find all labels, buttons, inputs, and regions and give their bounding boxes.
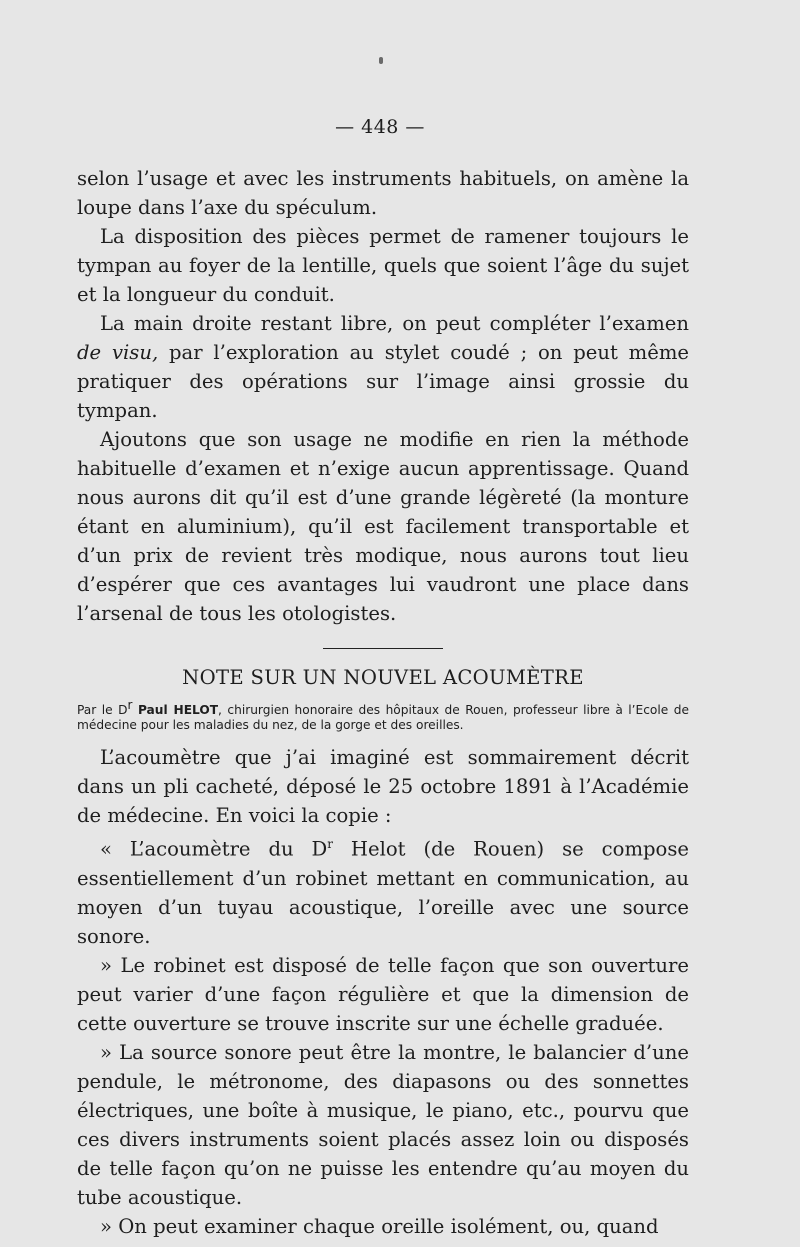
- paragraph-main-droite-start: La main droite restant libre, on peut compléter l’examen: [100, 312, 689, 335]
- section-divider: [323, 648, 443, 649]
- section-title: NOTE SUR UN NOUVEL ACOUMÈTRE: [182, 666, 584, 689]
- quote-1-sup: r: [327, 837, 333, 852]
- section-body: [77, 743, 689, 1241]
- ink-speck: [379, 57, 383, 64]
- italic-de-visu: de visu,: [77, 341, 159, 364]
- quote-paragraph-4: » On peut examiner chaque oreille isolément, ou, quand: [100, 1214, 659, 1238]
- quote-1-end: Helot (de Rouen) se compose essentiellement d’un robinet mettant en communication, au moyen d’un tuyau acoustique, l’oreille avec une source sonore.: [77, 837, 690, 948]
- byline-prefix: Par le D: [77, 703, 128, 718]
- quote-1-start: « L’acoumètre du D: [100, 837, 328, 861]
- byline-affiliation: , chirurgien honoraire des hôpitaux de Rouen, professeur libre à l’Ecole de médecine pour les maladies du nez, de la gorge et des oreilles.: [77, 703, 689, 733]
- paragraph-disposition: La disposition des pièces permet de ramener toujours le tympan au foyer de la lentille, quels que soient l’âge du sujet et la longueur du conduit.: [77, 225, 689, 306]
- quote-paragraph-2: » Le robinet est disposé de telle façon que son ouverture peut varier d’une façon régulière et que la dimension de cette ouverture se trouve inscrite sur une échelle graduée.: [77, 953, 689, 1035]
- page-body: [77, 164, 689, 1241]
- paragraph-main-droite: [77, 309, 689, 425]
- page-number: — 448 —: [335, 116, 425, 138]
- quote-paragraph-1: [77, 830, 689, 951]
- paragraph-ajoutons: Ajoutons que son usage ne modifie en rien la méthode habituelle d’examen et n’exige aucun apprentissage. Quand nous aurons dit qu’il est d’une grande légèreté (la monture étant en aluminium), qu’il est facilement transportable et d’un prix de revient très modique, nous aurons tout lieu d’espérer que ces avantages lui vaudront une place dans l’arsenal de tous les otologistes.: [77, 428, 689, 625]
- byline-sup: r: [127, 698, 133, 712]
- paragraph-intro: L’acoumètre que j’ai imaginé est sommairement décrit dans un pli cacheté, déposé le 25 octobre 1891 à l’Académie de médecine. En voici la copie :: [77, 746, 689, 828]
- paragraph-continued: selon l’usage et avec les instruments habituels, on amène la loupe dans l’axe du spéculum.: [77, 167, 689, 219]
- quote-paragraph-3: » La source sonore peut être la montre, le balancier d’une pendule, le métronome, des diapasons ou des sonnettes électriques, une boîte à musique, le piano, etc., pourvu que ces divers instruments soient placés assez loin ou disposés de telle façon qu’on ne puisse les entendre qu’au moyen du tube acoustique.: [77, 1040, 689, 1209]
- paragraph-main-droite-end: par l’exploration au stylet coudé ; on peut même pratiquer des opérations sur l’image ainsi grossie du tympan.: [77, 341, 690, 422]
- author-byline: [77, 698, 689, 733]
- author-name: Paul HELOT: [137, 703, 219, 718]
